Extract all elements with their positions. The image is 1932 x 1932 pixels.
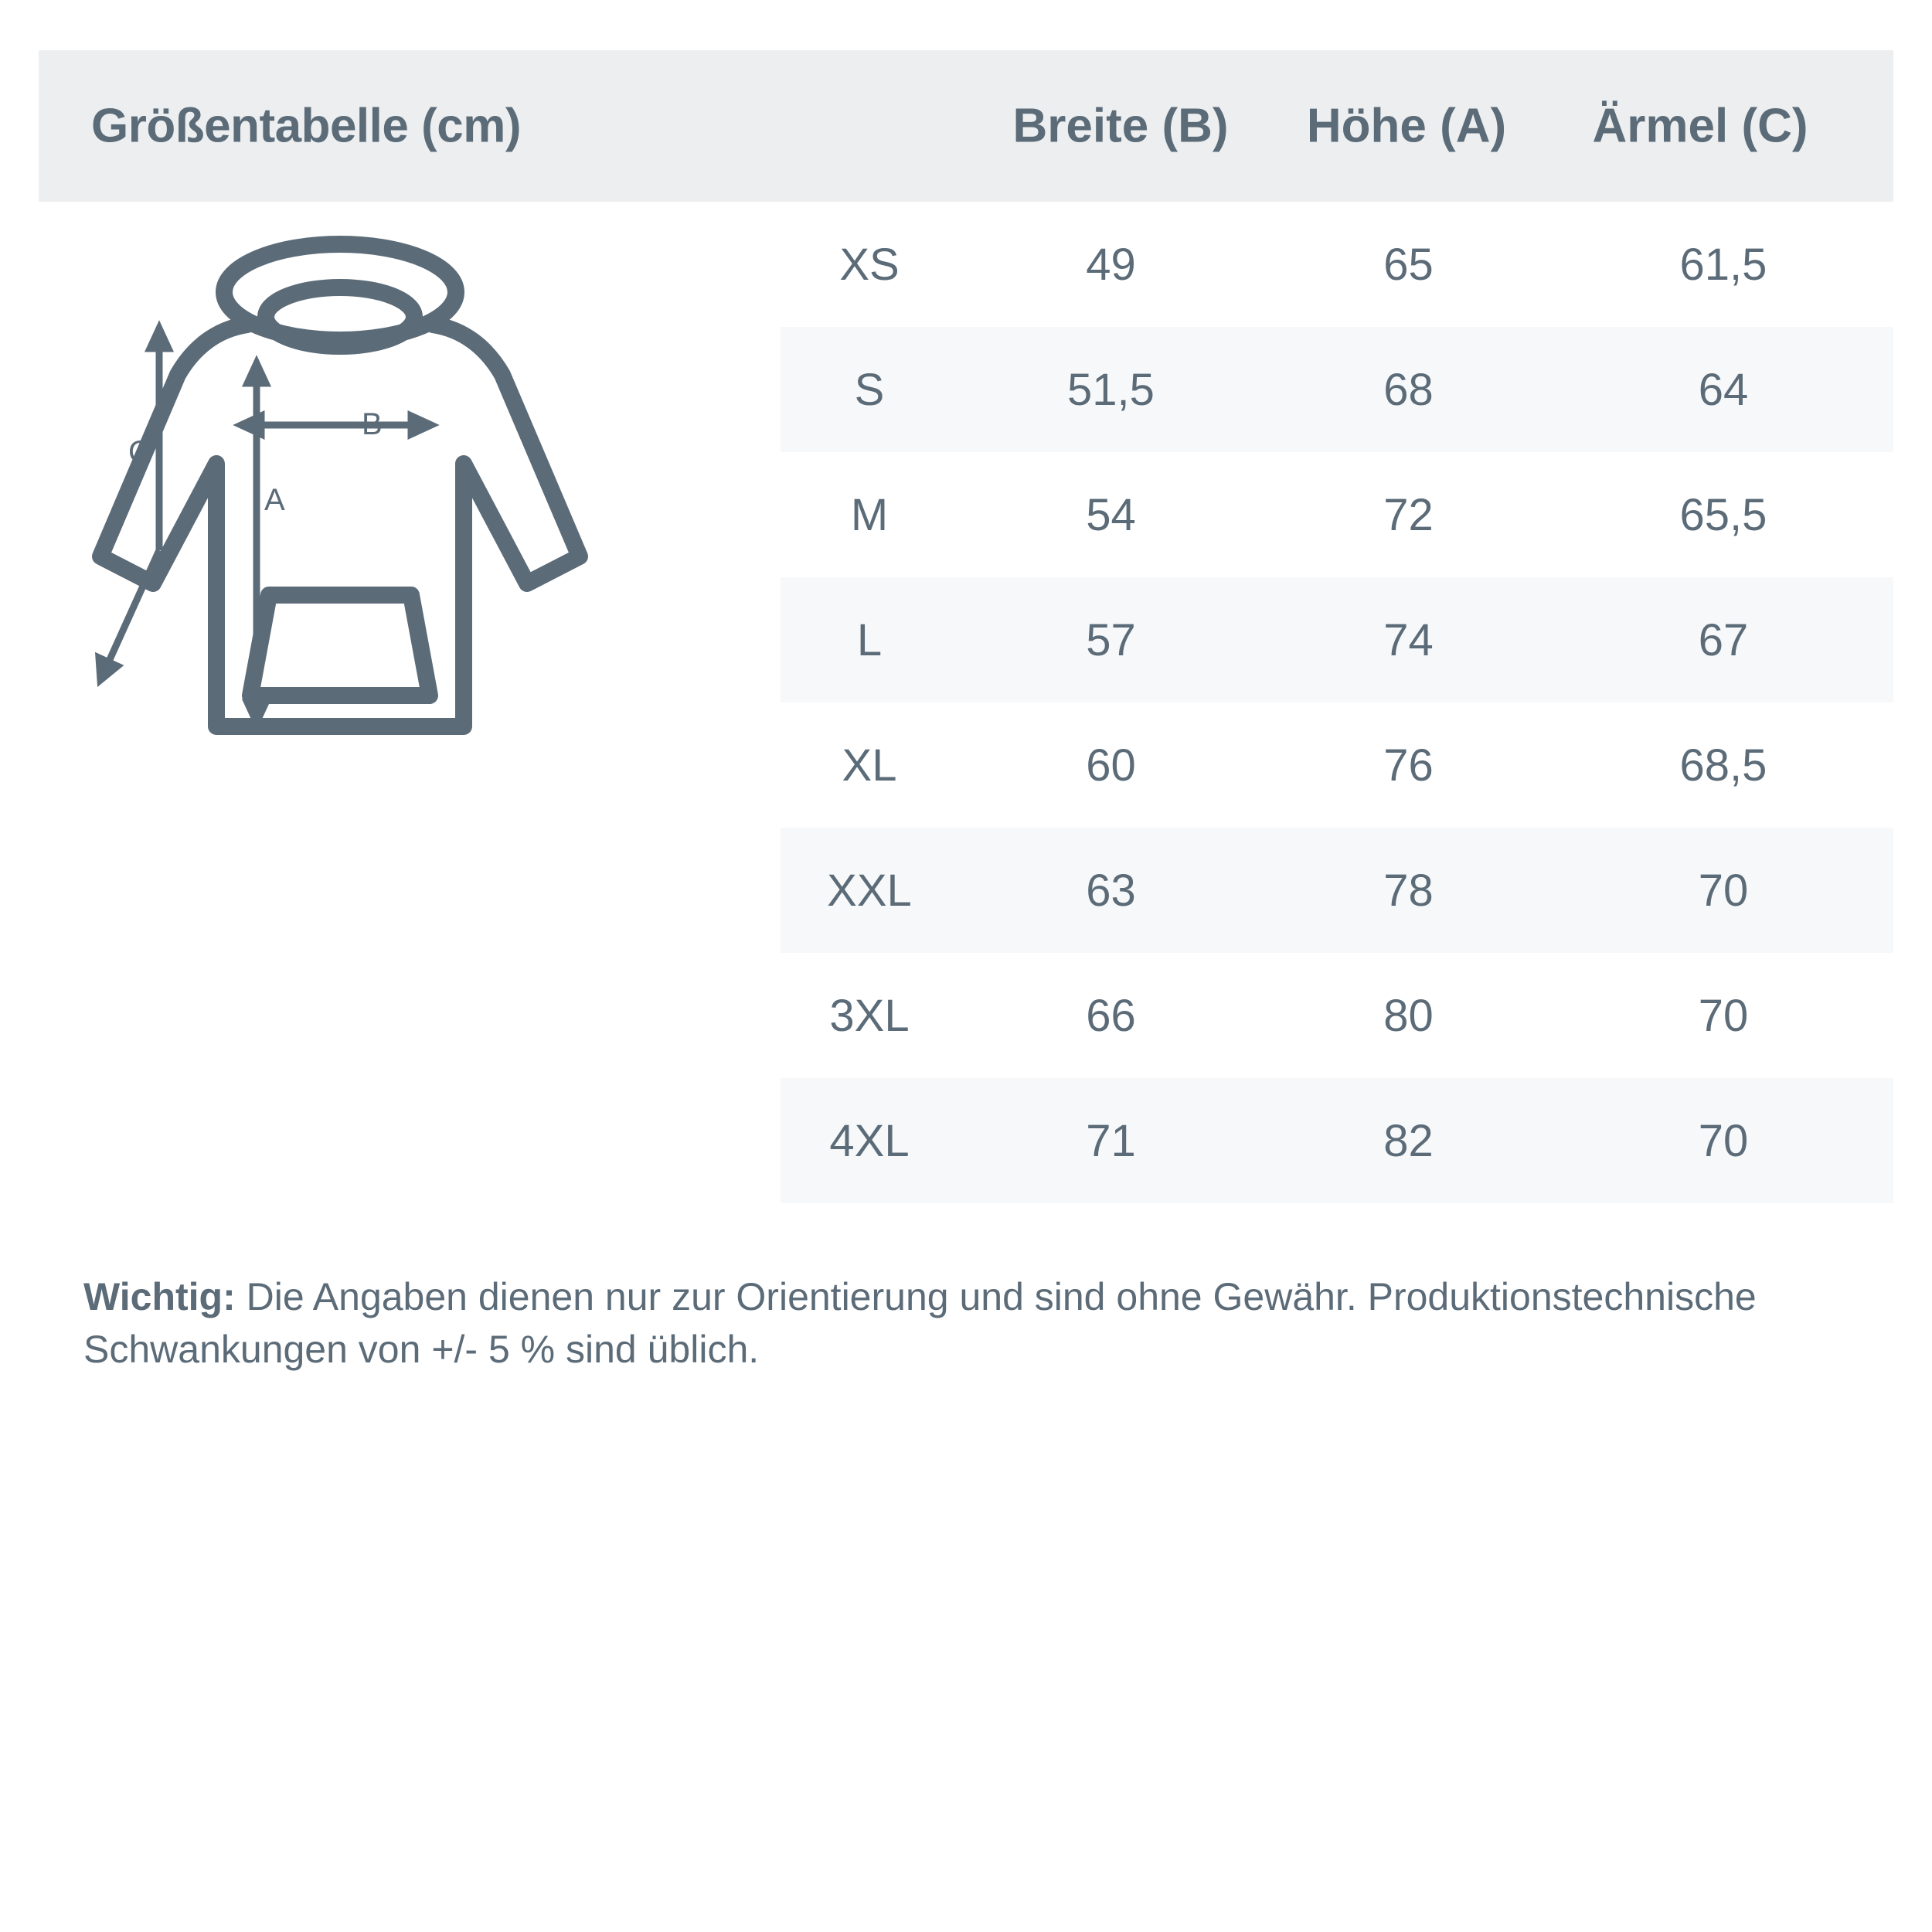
cell-size: XXL bbox=[827, 865, 912, 916]
column-header-hoehe: Höhe (A) bbox=[1306, 99, 1507, 153]
cell-size: 4XL bbox=[829, 1115, 910, 1166]
cell-breite: 49 bbox=[1086, 239, 1136, 290]
cell-size: 3XL bbox=[829, 990, 910, 1041]
cell-breite: 51,5 bbox=[1067, 364, 1155, 415]
cell-breite: 66 bbox=[1086, 990, 1136, 1041]
column-header-aermel: Ärmel (C) bbox=[1592, 99, 1808, 153]
table-row bbox=[781, 828, 1893, 953]
cell-breite: 71 bbox=[1086, 1115, 1136, 1166]
cell-aermel: 68,5 bbox=[1679, 740, 1767, 791]
cell-aermel: 67 bbox=[1698, 614, 1749, 665]
cell-hoehe: 65 bbox=[1383, 239, 1434, 290]
table-row bbox=[781, 953, 1893, 1078]
table-header-band bbox=[39, 50, 1893, 202]
cell-hoehe: 78 bbox=[1383, 865, 1434, 916]
table-row bbox=[781, 327, 1893, 452]
hoodie-diagram bbox=[62, 232, 757, 819]
cell-aermel: 61,5 bbox=[1679, 239, 1767, 290]
cell-aermel: 70 bbox=[1698, 990, 1749, 1041]
size-table bbox=[781, 202, 1893, 1203]
cell-size: L bbox=[856, 614, 883, 665]
cell-size: XL bbox=[842, 740, 897, 791]
disclaimer-text: Die Angaben dienen nur zur Orientierung und sind ohne Gewähr. Produktionstechnische Schwankungen von +/- 5 % sind üblich. bbox=[83, 1275, 1757, 1371]
cell-hoehe: 68 bbox=[1383, 364, 1434, 415]
column-header-breite: Breite (B) bbox=[1012, 99, 1229, 153]
cell-hoehe: 74 bbox=[1383, 614, 1434, 665]
cell-size: XS bbox=[839, 239, 900, 290]
size-table-body bbox=[781, 202, 1893, 1203]
label-c: C bbox=[128, 435, 151, 469]
cell-hoehe: 82 bbox=[1383, 1115, 1434, 1166]
label-a: A bbox=[264, 483, 285, 517]
table-row bbox=[781, 202, 1893, 327]
cell-hoehe: 76 bbox=[1383, 740, 1434, 791]
cell-breite: 63 bbox=[1086, 865, 1136, 916]
disclaimer-note bbox=[83, 1271, 1861, 1376]
cell-size: M bbox=[850, 489, 889, 540]
cell-breite: 60 bbox=[1086, 740, 1136, 791]
page-title: Größentabelle (cm) bbox=[91, 99, 521, 153]
cell-aermel: 70 bbox=[1698, 1115, 1749, 1166]
cell-hoehe: 80 bbox=[1383, 990, 1434, 1041]
table-row bbox=[781, 702, 1893, 828]
table-row bbox=[781, 577, 1893, 702]
cell-aermel: 65,5 bbox=[1679, 489, 1767, 540]
table-row bbox=[781, 452, 1893, 577]
cell-hoehe: 72 bbox=[1383, 489, 1434, 540]
cell-aermel: 64 bbox=[1698, 364, 1749, 415]
cell-size: S bbox=[854, 364, 885, 415]
cell-breite: 54 bbox=[1086, 489, 1136, 540]
table-row bbox=[781, 1078, 1893, 1203]
cell-aermel: 70 bbox=[1698, 865, 1749, 916]
column-header-row bbox=[819, 99, 1878, 154]
disclaimer-label: Wichtig: bbox=[83, 1275, 236, 1318]
label-b: B bbox=[362, 407, 383, 441]
cell-breite: 57 bbox=[1086, 614, 1136, 665]
